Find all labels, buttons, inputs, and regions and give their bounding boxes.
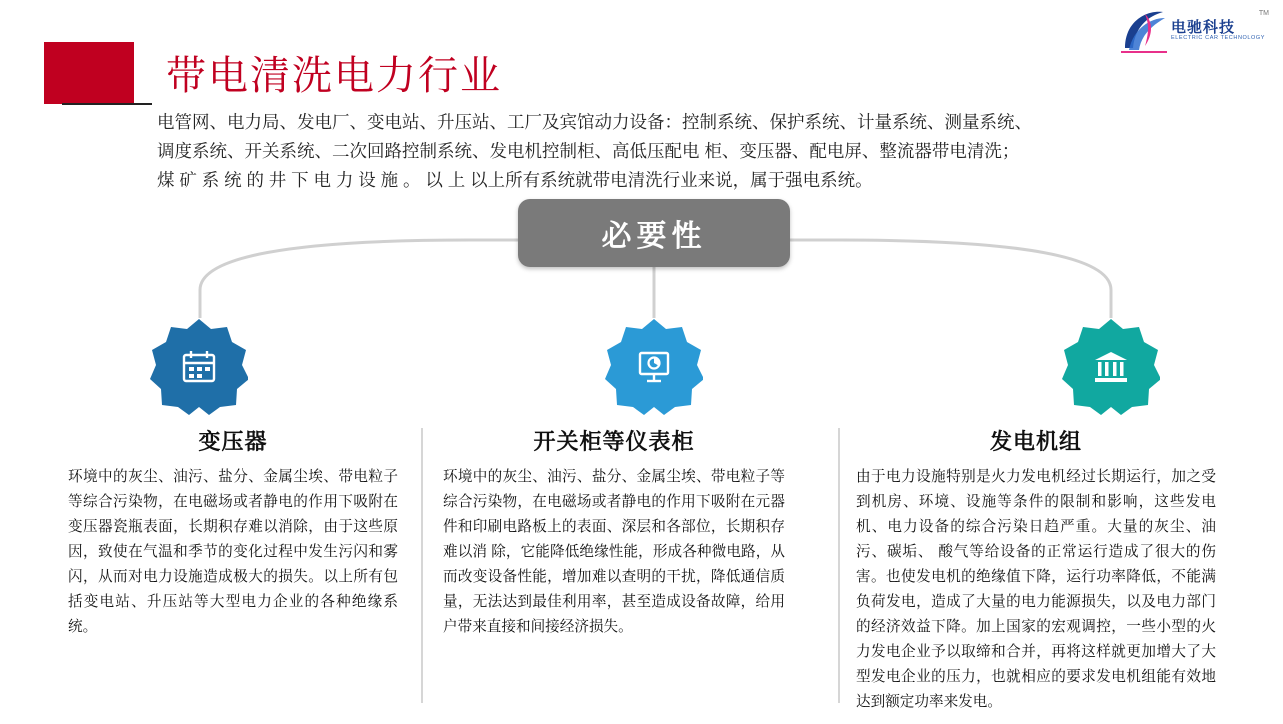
column-switchgear xyxy=(443,425,785,640)
column-title: 开关柜等仪表柜 xyxy=(533,429,695,454)
node-generator xyxy=(1062,318,1160,416)
intro-paragraph xyxy=(157,108,1232,195)
column-title: 发电机组 xyxy=(989,429,1082,454)
column-divider xyxy=(421,428,423,703)
center-node-necessity xyxy=(518,199,790,267)
logo-company-name: 电驰科技 xyxy=(1171,19,1236,36)
intro-line-2: 调度系统、开关系统、二次回路控制系统、发电机控制柜、高低压配电 柜、变压器、配电屏、整流器带电清洗； xyxy=(157,141,1020,161)
intro-line-1: 电管网、电力局、发电厂、变电站、升压站、工厂及宾馆动力设备：控制系统、保护系统、计量系统、测量系统、 xyxy=(157,112,1032,132)
calendar-icon xyxy=(150,318,248,416)
node-transformer xyxy=(150,318,248,416)
page-title: 带电清洗电力行业 xyxy=(166,54,502,98)
title-underline xyxy=(62,103,152,105)
company-logo xyxy=(1119,6,1269,58)
bank-building-icon xyxy=(1062,318,1160,416)
column-body: 环境中的灰尘、油污、盐分、金属尘埃、带电粒子等综合污染物，在电磁场或者静电的作用下吸附在变压器瓷瓶表面，长期积存难以消除，由于这些原因，致使在气温和季节的变化过程中发生污闪和雾闪，从而对电力设施造成极大的损失。以上所有包括变电站、升压站等大型电力企业的各种绝缘系统。 xyxy=(68,469,398,635)
presentation-chart-icon xyxy=(605,318,703,416)
column-transformer xyxy=(68,425,398,640)
title-accent-block xyxy=(44,42,134,104)
column-body: 环境中的灰尘、油污、盐分、金属尘埃、带电粒子等综合污染物，在电磁场或者静电的作用下吸附在元器件和印刷电路板上的表面、深层和各部位，长期积存难以消 除，它能降低绝缘性能，形成各种微电路，从而改变设备性能，增加难以查明的干扰，降低通信质量，无法达到最佳利用率，甚至造成设备故障，给用户带来直接和间接经济损失。 xyxy=(443,469,785,635)
node-switchgear xyxy=(605,318,703,416)
center-node-label: 必要性 xyxy=(601,220,707,253)
logo-company-subtitle: ELECTRIC CAR TECHNOLOGY xyxy=(1171,35,1266,41)
column-divider xyxy=(838,428,840,703)
logo-trademark: TM xyxy=(1258,10,1269,17)
column-body: 由于电力设施特别是火力发电机经过长期运行，加之受到机房、环境、设施等条件的限制和影响，这些发电机、电力设备的综合污染日趋严重。大量的灰尘、油污、碳垢、 酸气等给设备的正常运行造成了很大的伤害。也使发电机的绝缘值下降，运行功率降低，不能满负荷发电，造成了大量的电力能源损失，以及电力部门的经济效益下降。加上国家的宏观调控，一些小型的火力发电企业予以取缔和合并，再将这样就更加增大了大型发电企业的压力，也就相应的要求发电机组能有效地达到额定功率来发电。 xyxy=(856,469,1216,710)
swoosh-logo-icon xyxy=(1119,8,1171,54)
column-title: 变压器 xyxy=(198,429,268,454)
column-generator xyxy=(856,425,1216,715)
intro-line-3: 煤 矿 系 统 的 井 下 电 力 设 施 。 以 上 以上所有系统就带电清洗行业来说，属于强电系统。 xyxy=(157,170,873,190)
